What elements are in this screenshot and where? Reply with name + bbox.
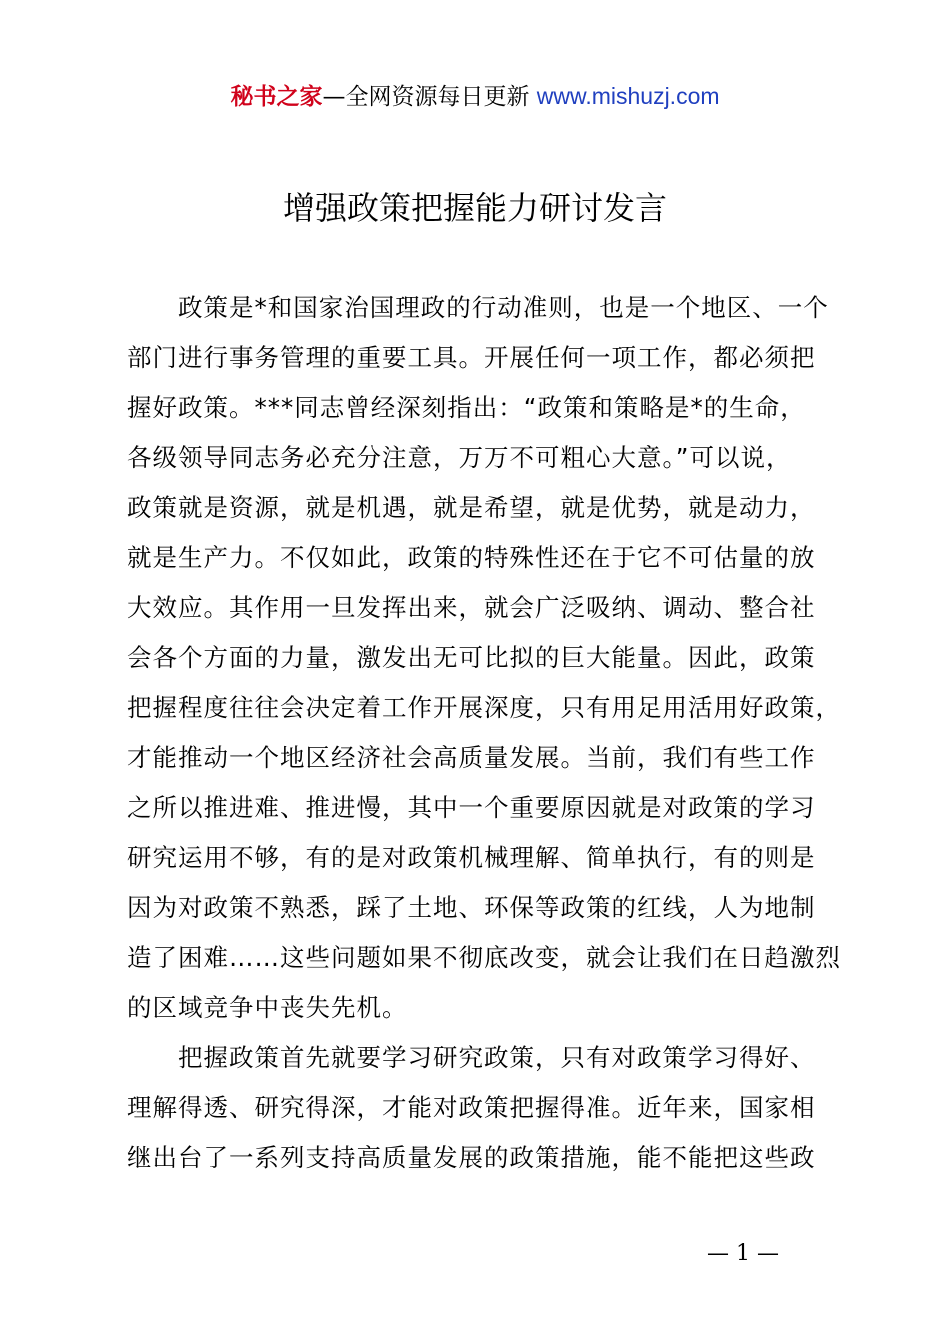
paragraph-2-line: 继出台了一系列支持高质量发展的政策措施，能不能把这些政 (127, 1143, 816, 1172)
paragraph-1-line: 之所以推进难、推进慢，其中一个重要原因就是对政策的学习 (127, 793, 816, 822)
paragraph-1-line: 政策是*和国家治国理政的行动准则，也是一个地区、一个 (178, 293, 829, 322)
site-url-link[interactable]: www.mishuzj.com (536, 83, 720, 109)
document-body (127, 283, 857, 1183)
paragraph-1-line: 会各个方面的力量，激发出无可比拟的巨大能量。因此，政策 (127, 643, 816, 672)
paragraph-1-line: 各级领导同志务必充分注意，万万不可粗心大意。”可以说， (127, 443, 792, 472)
paragraph-1-line: 造了困难……这些问题如果不彻底改变，就会让我们在日趋激烈 (127, 943, 841, 972)
site-brand: 秘书之家 (230, 84, 323, 110)
paragraph-1-line: 把握程度往往会决定着工作开展深度，只有用足用活用好政策， (127, 693, 841, 722)
paragraph-1-line: 因为对政策不熟悉，踩了土地、环保等政策的红线，人为地制 (127, 893, 816, 922)
document-title: 增强政策把握能力研讨发言 (282, 189, 667, 227)
paragraph-1-line: 研究运用不够，有的是对政策机械理解、简单执行，有的则是 (127, 843, 816, 872)
paragraph-1-line: 才能推动一个地区经济社会高质量发展。当前，我们有些工作 (127, 743, 816, 772)
site-header (0, 80, 950, 113)
paragraph-1-line: 的区域竞争中丧失先机。 (127, 993, 408, 1022)
site-tagline: —全网资源每日更新 (322, 84, 530, 110)
paragraph-1-line: 握好政策。***同志曾经深刻指出：“政策和策略是*的生命， (127, 393, 806, 422)
paragraph-1-line: 大效应。其作用一旦发挥出来，就会广泛吸纳、调动、整合社 (127, 593, 816, 622)
paragraph-2-line: 把握政策首先就要学习研究政策，只有对政策学习得好、 (178, 1043, 816, 1072)
paragraph-2-line: 理解得透、研究得深，才能对政策把握得准。近年来，国家相 (127, 1093, 816, 1122)
page-number: — 1 — (707, 1241, 779, 1266)
paragraph-1-line: 就是生产力。不仅如此，政策的特殊性还在于它不可估量的放 (127, 543, 816, 572)
paragraph-1-line: 政策就是资源，就是机遇，就是希望，就是优势，就是动力， (127, 493, 816, 522)
paragraph-1-line: 部门进行事务管理的重要工具。开展任何一项工作，都必须把 (127, 343, 816, 372)
